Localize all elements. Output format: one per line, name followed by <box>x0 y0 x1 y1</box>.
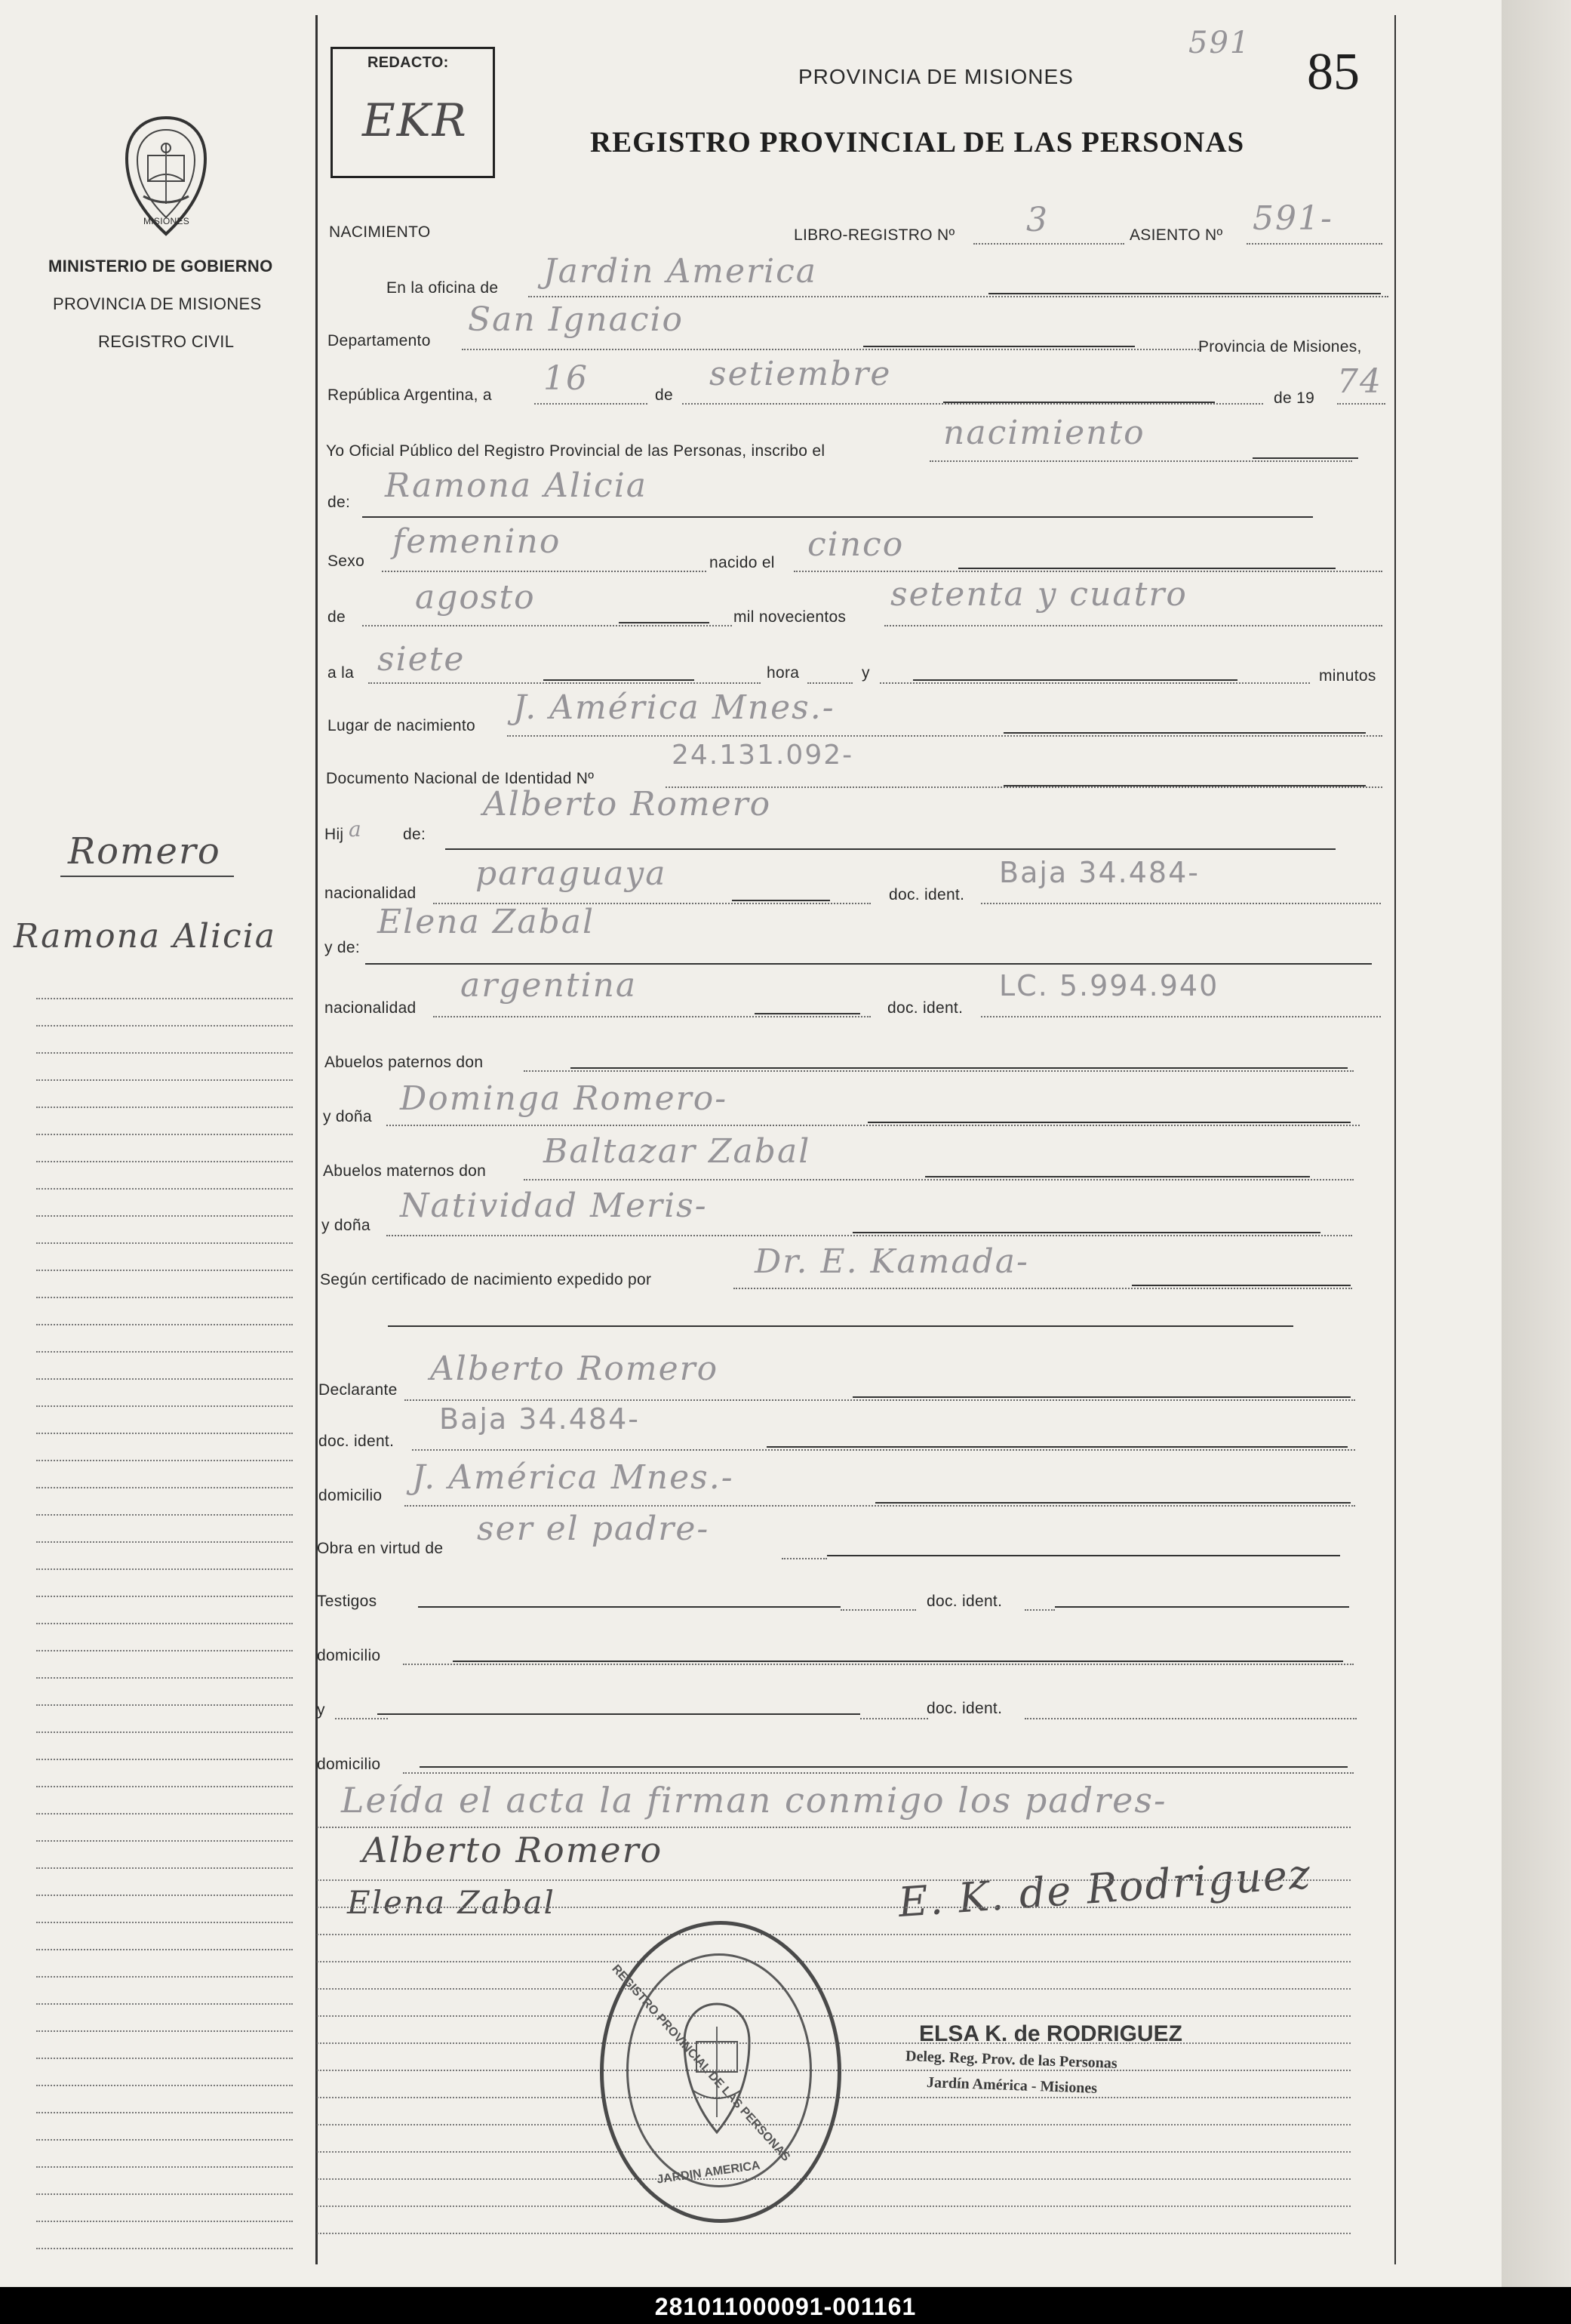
margin-ruled-line <box>36 2112 293 2113</box>
child-of-label: de: <box>403 826 426 843</box>
paternal-don-dots <box>524 1070 1354 1072</box>
margin-ruled-line <box>36 2058 293 2059</box>
margin-ruled-line <box>36 1731 293 1733</box>
certificate-rule-2 <box>388 1325 1293 1327</box>
official-stamp-role: Deleg. Reg. Prov. de las Personas <box>905 2048 1118 2072</box>
witness2-address-label: domicilio <box>317 1756 381 1773</box>
record-type: NACIMIENTO <box>329 223 431 241</box>
father-doc-label: doc. ident. <box>889 886 965 903</box>
born-dots <box>794 571 1382 572</box>
year-value: 74 <box>1337 362 1382 401</box>
redacto-label: REDACTO: <box>367 54 449 71</box>
person-label: de: <box>327 494 351 511</box>
ruled-line <box>317 2178 1351 2180</box>
official-text: Yo Oficial Público del Registro Provincial de las Personas, inscribo el <box>326 442 825 460</box>
of-label-1: de <box>655 386 673 404</box>
child-label-suffix: a <box>349 817 363 842</box>
department-dots <box>462 349 1201 350</box>
witness1-doc-rule <box>1055 1606 1349 1608</box>
margin-ruled-line <box>36 1134 293 1135</box>
book-number: 3 <box>1026 201 1049 239</box>
capacity-dots <box>782 1558 827 1559</box>
capacity-label: Obra en virtud de <box>317 1540 444 1557</box>
maternal-dona-dots <box>386 1235 1352 1236</box>
ruled-line <box>317 1988 1351 1990</box>
page-number: 85 <box>1307 43 1360 101</box>
margin-ruled-line <box>36 1840 293 1842</box>
father-doc-value: Baja 34.484- <box>999 856 1200 889</box>
father-nat-value: paraguaya <box>475 854 667 893</box>
at-label: a la <box>327 664 355 682</box>
maternal-don-value: Baltazar Zabal <box>543 1132 811 1171</box>
ruled-line <box>317 2151 1351 2153</box>
margin-ruled-line <box>36 1514 293 1516</box>
official-stamp-name: ELSA K. de RODRIGUEZ <box>919 2021 1182 2046</box>
margin-ruled-line <box>36 2003 293 2005</box>
sidebar-registry: REGISTRO CIVIL <box>98 332 235 351</box>
born-month-dots <box>362 625 732 626</box>
capacity-rule <box>827 1555 1340 1556</box>
seal-ring-text: REGISTRO PROVINCIAL DE LAS PERSONAS <box>609 1962 793 2164</box>
hour-value: siete <box>377 640 466 679</box>
mother-nat-label: nacionalidad <box>324 999 417 1017</box>
document-id: 281011000091-001161 <box>654 2293 917 2320</box>
father-nat-rule <box>732 900 830 901</box>
declarant-value: Alberto Romero <box>430 1350 719 1388</box>
birthplace-rule <box>1004 732 1366 734</box>
margin-ruled-line <box>36 2139 293 2141</box>
born-day-value: cinco <box>807 525 905 564</box>
witness1-doc-dots <box>1025 1609 1055 1611</box>
paternal-grandparents-label: Abuelos paternos don <box>324 1054 484 1071</box>
declarant-dots <box>404 1399 1355 1401</box>
department-value: San Ignacio <box>468 300 684 339</box>
witness1-rule <box>418 1606 841 1608</box>
father-nat-label: nacionalidad <box>324 885 417 902</box>
margin-ruled-line <box>36 1378 293 1380</box>
margin-ruled-line <box>36 1759 293 1760</box>
page-annotation: 591 <box>1188 26 1251 60</box>
father-rule <box>445 848 1336 850</box>
hour-dots <box>368 682 761 684</box>
margin-ruled-line <box>36 1188 293 1190</box>
certificate-value: Dr. E. Kamada- <box>755 1242 1029 1281</box>
margin-ruled-line <box>36 1025 293 1027</box>
year-dots <box>1337 403 1385 405</box>
right-margin-rule <box>1394 15 1396 2264</box>
mother-rule <box>365 963 1372 965</box>
sex-value: femenino <box>392 522 561 561</box>
sex-label: Sexo <box>327 553 365 570</box>
birthplace-dots <box>507 735 1382 737</box>
declarant-address-label: domicilio <box>318 1487 383 1504</box>
minutes-rule <box>913 679 1237 681</box>
margin-ruled-line <box>36 1161 293 1162</box>
month-value: setiembre <box>709 355 892 393</box>
ruled-line <box>317 1907 1351 1908</box>
witnesses-label: Testigos <box>317 1593 377 1610</box>
margin-ruled-line <box>36 1949 293 1950</box>
signature-father: Alberto Romero <box>362 1830 663 1870</box>
witness2-dots <box>335 1718 388 1719</box>
witness2-doc-label: doc. ident. <box>927 1700 1003 1717</box>
margin-note-underline <box>60 876 234 877</box>
margin-ruled-line <box>36 1813 293 1815</box>
department-rule <box>863 346 1135 347</box>
capacity-value: ser el padre- <box>477 1510 710 1548</box>
paternal-dona-label: y doña <box>323 1108 372 1125</box>
department-label: Departamento <box>327 332 431 349</box>
paternal-dona-value: Dominga Romero- <box>400 1079 728 1118</box>
and-of-label: y de: <box>324 939 361 956</box>
born-month-of-label: de <box>327 608 346 626</box>
margin-ruled-line <box>36 1976 293 1978</box>
mother-doc-dots <box>981 1016 1381 1017</box>
witness1-address-rule <box>453 1661 1343 1662</box>
declarant-doc-value: Baja 34.484- <box>439 1402 640 1436</box>
margin-ruled-line <box>36 1433 293 1434</box>
born-month-rule <box>619 622 709 623</box>
year-prefix: de 19 <box>1274 389 1315 407</box>
margin-ruled-line <box>36 1487 293 1488</box>
margin-ruled-line <box>36 1650 293 1651</box>
margin-ruled-line <box>36 2193 293 2195</box>
book-label: LIBRO-REGISTRO Nº <box>794 226 955 244</box>
ruled-line <box>317 1934 1351 1935</box>
margin-rule <box>315 15 318 2264</box>
office-label: En la oficina de <box>386 279 499 297</box>
margin-ruled-line <box>36 998 293 999</box>
margin-ruled-line <box>36 1215 293 1217</box>
father-value: Alberto Romero <box>483 785 772 823</box>
province-suffix: Provincia de Misiones, <box>1198 338 1362 356</box>
office-rule <box>988 293 1381 294</box>
certificate-rule <box>1132 1285 1351 1286</box>
act-dots <box>930 460 1352 462</box>
declarant-rule <box>853 1396 1351 1398</box>
registry-title: REGISTRO PROVINCIAL DE LAS PERSONAS <box>590 126 1245 159</box>
margin-ruled-line <box>36 1704 293 1706</box>
margin-ruled-line <box>36 1324 293 1325</box>
margin-ruled-line <box>36 2030 293 2032</box>
witness2-address-rule <box>420 1766 1348 1768</box>
child-label-prefix: Hij <box>324 826 344 843</box>
margin-ruled-line <box>36 1351 293 1353</box>
act-value: nacimiento <box>943 414 1145 452</box>
maternal-grandparents-label: Abuelos maternos don <box>323 1162 487 1180</box>
certificate-label: Según certificado de nacimiento expedido por <box>320 1271 652 1288</box>
maternal-dona-value: Natividad Meris- <box>400 1187 708 1225</box>
mother-nat-dots <box>433 1016 871 1017</box>
seal-caption: MISIONES <box>143 216 190 226</box>
mother-doc-value: LC. 5.994.940 <box>999 969 1219 1002</box>
ministry-title: MINISTERIO DE GOBIERNO <box>48 257 273 275</box>
margin-ruled-line <box>36 1541 293 1543</box>
page-edge-shadow <box>1502 0 1571 2287</box>
declarant-doc-label: doc. ident. <box>318 1433 395 1450</box>
paternal-don-rule <box>570 1067 1348 1069</box>
born-month-value: agosto <box>415 578 536 617</box>
witness2-label: y <box>317 1701 325 1719</box>
day-dots <box>534 403 647 405</box>
margin-ruled-line <box>36 1677 293 1679</box>
dni-dots <box>666 786 1382 788</box>
born-label: nacido el <box>709 554 775 571</box>
margin-ruled-line <box>36 2248 293 2249</box>
entry-number: 591- <box>1253 199 1333 238</box>
and-label-time: y <box>862 664 870 682</box>
father-doc-dots <box>981 903 1381 904</box>
margin-ruled-line <box>36 1460 293 1461</box>
declarant-label: Declarante <box>318 1381 398 1399</box>
month-dots <box>682 403 1263 405</box>
declarant-address-dots <box>404 1505 1355 1507</box>
margin-ruled-line <box>36 1242 293 1244</box>
sex-dots <box>382 571 706 572</box>
republic-label: República Argentina, a <box>327 386 492 404</box>
ruled-line <box>317 2205 1351 2207</box>
witness1-address-label: domicilio <box>317 1647 381 1664</box>
closing-dots <box>317 1827 1351 1828</box>
born-year-dots <box>884 625 1382 626</box>
paternal-dona-rule <box>868 1122 1351 1123</box>
witness2-address-dots <box>403 1772 1354 1774</box>
margin-ruled-line <box>36 2221 293 2222</box>
declarant-address-value: J. América Mnes.- <box>412 1458 734 1497</box>
closing-text: Leída el acta la firman conmigo los padres- <box>341 1780 1167 1821</box>
redacto-initials: EKR <box>362 94 468 147</box>
born-rule <box>958 568 1336 569</box>
maternal-dona-rule <box>853 1232 1320 1233</box>
margin-note-names: Ramona Alicia <box>14 917 277 956</box>
paternal-dona-dots <box>386 1125 1360 1126</box>
witness1-doc-label: doc. ident. <box>927 1593 1003 1610</box>
witness1-address-dots <box>403 1664 1354 1665</box>
office-value: Jardin America <box>543 252 817 291</box>
margin-ruled-line <box>36 1405 293 1407</box>
mother-nat-value: argentina <box>460 966 638 1005</box>
margin-ruled-line <box>36 1297 293 1298</box>
day-value: 16 <box>543 359 589 398</box>
margin-ruled-line <box>36 1623 293 1624</box>
person-value: Ramona Alicia <box>385 466 648 505</box>
margin-note-surname: Romero <box>68 830 221 873</box>
month-rule <box>943 402 1215 403</box>
ruled-line <box>317 1961 1351 1962</box>
ruled-line <box>317 2015 1351 2017</box>
hour-rule <box>543 679 694 681</box>
minutes-label: minutos <box>1319 667 1376 685</box>
margin-ruled-line <box>36 1786 293 1787</box>
declarant-address-rule <box>875 1502 1351 1504</box>
certificate-dots <box>733 1288 1352 1289</box>
margin-ruled-line <box>36 1895 293 1896</box>
margin-ruled-line <box>36 1052 293 1054</box>
margin-ruled-line <box>36 2166 293 2168</box>
minutes-dots <box>880 682 1310 684</box>
hours-dots <box>807 682 853 684</box>
margin-ruled-line <box>36 1596 293 1597</box>
witness2-rule <box>377 1713 860 1715</box>
dni-rule <box>1004 785 1366 786</box>
ruled-line <box>317 1879 1351 1881</box>
birthplace-value: J. América Mnes.- <box>513 688 835 727</box>
person-rule <box>362 516 1313 518</box>
sidebar-province: PROVINCIA DE MISIONES <box>53 294 262 313</box>
mother-nat-rule <box>755 1013 860 1014</box>
entry-dots <box>1247 243 1382 245</box>
margin-ruled-line <box>36 1270 293 1271</box>
margin-ruled-line <box>36 1107 293 1108</box>
hours-label: hora <box>767 664 800 682</box>
maternal-dona-label: y doña <box>321 1217 370 1234</box>
dni-label: Documento Nacional de Identidad Nº <box>326 770 595 787</box>
maternal-don-dots <box>524 1179 1354 1180</box>
birthplace-label: Lugar de nacimiento <box>327 717 475 734</box>
declarant-doc-rule <box>767 1446 1348 1448</box>
entry-label: ASIENTO Nº <box>1130 226 1223 244</box>
seal-bottom-text: JARDIN AMERICA <box>656 2159 761 2187</box>
witness1-dots <box>841 1609 916 1611</box>
born-year-value: setenta y cuatro <box>890 575 1188 614</box>
office-dots <box>528 296 1388 297</box>
header-province: PROVINCIA DE MISIONES <box>798 65 1074 88</box>
signature-mother: Elena Zabal <box>347 1884 555 1921</box>
dni-value: 24.131.092- <box>672 740 854 771</box>
book-dots <box>973 243 1124 245</box>
witness2-doc-dots <box>1025 1718 1357 1719</box>
thousand-label: mil novecientos <box>733 608 847 626</box>
act-rule <box>1253 457 1358 459</box>
margin-ruled-line <box>36 1867 293 1869</box>
margin-ruled-line <box>36 1568 293 1570</box>
margin-ruled-line <box>36 1079 293 1081</box>
official-stamp-place: Jardín América - Misiones <box>926 2074 1098 2097</box>
mother-doc-label: doc. ident. <box>887 999 964 1017</box>
margin-ruled-line <box>36 2085 293 2086</box>
witness2-dots-2 <box>860 1718 928 1719</box>
margin-ruled-line <box>36 1922 293 1923</box>
mother-value: Elena Zabal <box>377 903 595 941</box>
maternal-don-rule <box>925 1176 1310 1177</box>
declarant-doc-dots <box>412 1449 1355 1451</box>
ruled-line <box>317 2233 1351 2234</box>
signature-official: E. K. de Rodriguez <box>896 1849 1314 1927</box>
